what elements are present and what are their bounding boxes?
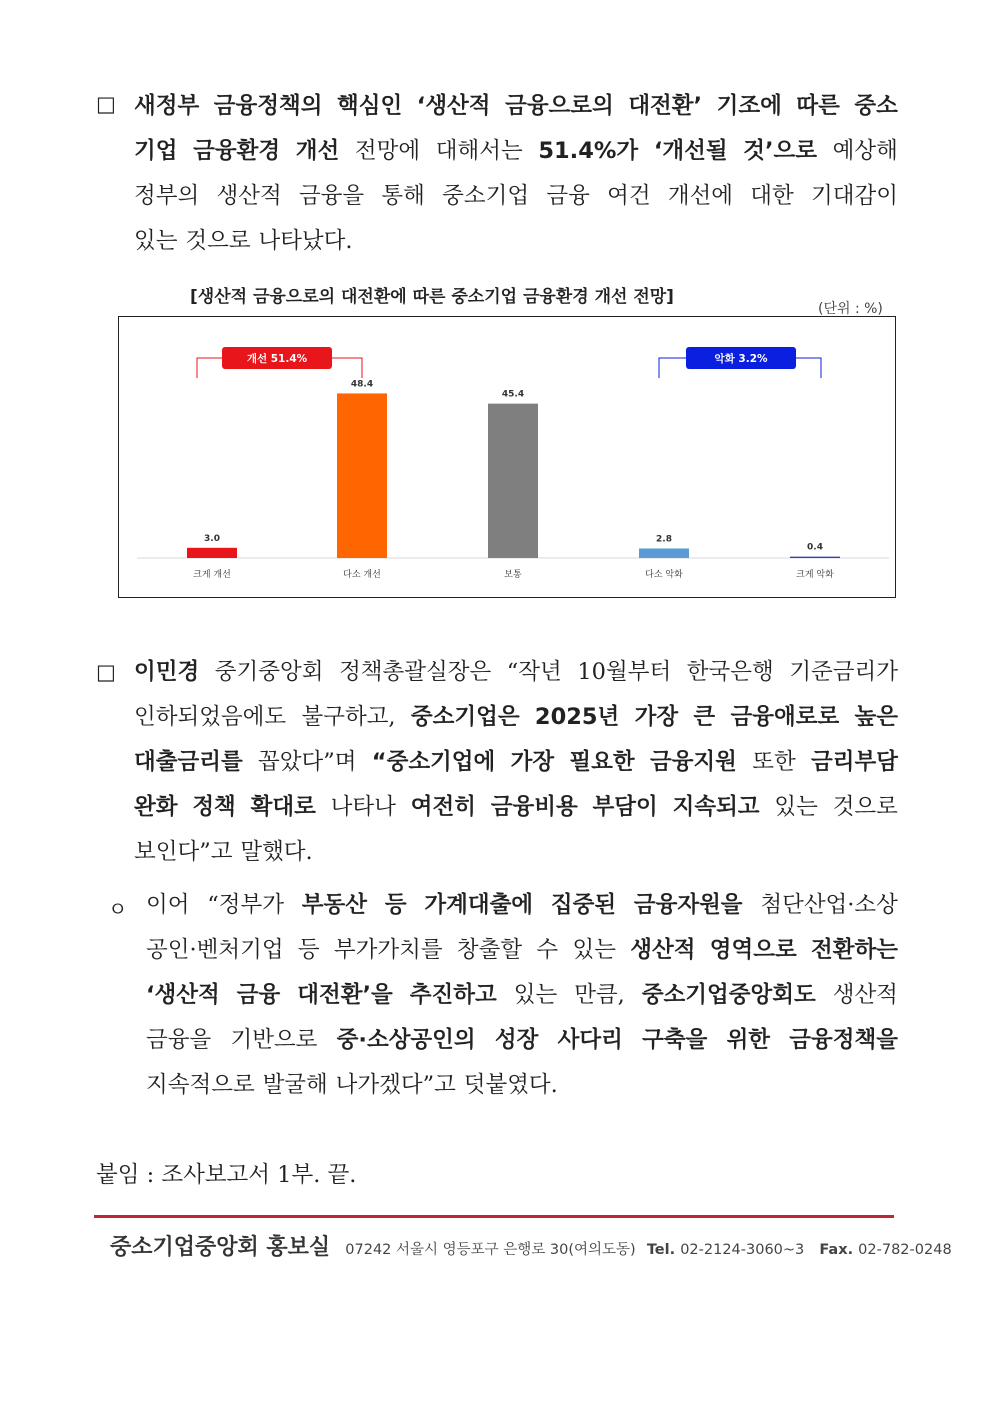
category-label: 크게 개선 [193,570,231,580]
p1-word: 것으로 [185,228,251,254]
p1-word: 금융환경 [193,138,281,164]
p3-word: 등 [297,937,320,963]
paragraph3-line2 [146,928,898,973]
p1-word: 있는 [134,228,178,254]
bar-5 [790,557,840,558]
p3-word: 금융정책을 [789,1027,898,1053]
p2-word: 2025년 [534,704,620,730]
p1-word: 51.4%가 [538,138,639,164]
p2-word: 것으로 [832,794,898,820]
p1-word: 금융을 [298,183,365,209]
paragraph2-bullet: □ [96,660,116,684]
p2-word: 가장 [634,704,679,730]
p1-word: 핵심인 [337,93,403,119]
footer-address: 07242 서울시 영등포구 은행로 30(여의도동) [345,1242,636,1258]
bar-chart-svg [119,317,895,597]
p2-word: 인하되었음에도 [134,704,287,730]
p3-word: 지속적으로 [146,1072,255,1098]
p3-word: ‘생산적 [146,982,220,1008]
group-badge-label: 개선 51.4% [246,353,308,365]
paragraph2-line5 [134,830,898,875]
p3-word: 중·소상공인의 [336,1027,476,1053]
p3-word: 나가겠다”고 [335,1072,456,1098]
p3-word: 있는 [572,937,616,963]
p2-word: 중소기업은 [410,704,520,730]
p3-word: 있는 [513,982,558,1008]
p2-word: 한국은행 [686,659,774,685]
p3-word: 사다리 [557,1027,623,1053]
p2-word: 대출금리를 [134,749,243,775]
paragraph3-bullet: ㅇ [108,897,128,921]
p3-word: 중소기업중앙회도 [641,982,816,1008]
p2-word: 불구하고, [301,704,396,730]
p2-word: 보인다”고 [134,839,233,865]
bar-value-label: 0.4 [807,542,823,553]
p1-word: 중소 [854,93,898,119]
p2-word: 이민경 [134,659,200,685]
p1-word: 금융정책의 [213,93,323,119]
p2-word: 완화 [134,794,178,820]
p2-word: 나타나 [330,794,396,820]
p3-word: “정부가 [207,892,284,918]
paragraph3-line5 [146,1063,898,1108]
p1-word: 통해 [381,183,425,209]
paragraph1 [134,84,898,264]
footer-tel: 02-2124-3060~3 [680,1242,805,1258]
p3-word: 추진하고 [409,982,497,1008]
p3-word: 대전환’을 [297,982,393,1008]
p1-word: 나타났다. [258,228,353,254]
paragraph1-line1 [134,84,898,129]
p1-word: 생산적 [216,183,282,209]
p1-word: 것’으로 [743,138,818,164]
p3-word: 생산적 [630,937,696,963]
p2-word: 큰 [693,704,716,730]
p3-word: 가계대출에 [424,892,534,918]
p1-word: 예상해 [832,138,898,164]
category-label: 크게 악화 [796,570,834,580]
p3-word: 영역으로 [709,937,797,963]
paragraph3-line1 [146,883,898,928]
p2-word: 금리부담 [811,749,898,775]
paragraph1-line3 [134,174,898,219]
p2-word: 높은 [854,704,898,730]
p3-word: 성장 [494,1027,539,1053]
p3-word: 등 [384,892,407,918]
paragraph1-bullet: □ [96,92,116,116]
category-label: 다소 개선 [343,570,381,580]
chart-unit: (단위 : %) [818,301,883,317]
p1-word: 금융으로의 [505,93,614,119]
p3-word: 생산적 [832,982,898,1008]
paragraph2-line2 [134,695,898,740]
p1-word: 기조에 [716,93,782,119]
category-label: 다소 악화 [645,570,683,580]
p3-word: 집중된 [550,892,617,918]
p3-word: 공인·벤처기업 [146,937,284,963]
p1-word: 개선 [295,138,340,164]
attachment-note: 붙임 : 조사보고서 1부. 끝. [96,1162,357,1188]
p2-word: 부담이 [592,794,658,820]
paragraph3-line4 [146,1018,898,1063]
p3-word: 만큼, [574,982,625,1008]
footer-org: 중소기업중앙회 홍보실 [110,1235,331,1260]
p1-word: 대해서는 [435,138,523,164]
paragraph2 [134,650,898,875]
bar-3 [488,404,538,558]
p1-word: 전망에 [354,138,421,164]
paragraph2-line1 [134,650,898,695]
footer-rule [94,1215,894,1218]
p3-word: 기반으로 [230,1027,318,1053]
p2-word: 가장 [510,749,555,775]
bar-chart [118,316,896,598]
p1-word: 기대감이 [811,183,898,209]
paragraph1-line2 [134,129,898,174]
p1-word: 새정부 [134,93,200,119]
p3-word: 수 [536,937,559,963]
p1-word: 기업 [134,138,178,164]
category-label: 보통 [504,570,522,580]
p2-word: 10월부터 [577,659,672,685]
footer [110,1230,952,1261]
p3-word: 창출할 [456,937,523,963]
bar-value-label: 3.0 [204,533,220,544]
footer-fax-label: Fax. [819,1242,854,1258]
p2-word: 정책 [192,794,236,820]
p2-word: 있는 [774,794,818,820]
footer-fax: 02-782-0248 [858,1242,952,1258]
p2-word: 지속되고 [672,794,760,820]
p3-word: 부가가치를 [333,937,443,963]
p3-word: 첨단산업·소상 [760,892,898,918]
p1-word: 대전환’ [628,93,703,119]
bar-value-label: 48.4 [350,379,374,390]
p2-word: 금융애로로 [730,704,840,730]
p2-word: “중소기업에 [371,749,496,775]
p3-word: 이어 [146,892,190,918]
p2-word: 기준금리가 [789,659,898,685]
p1-word: 중소기업 [442,183,530,209]
p2-word: 중기중앙회 [214,659,324,685]
p3-word: 금융 [236,982,281,1008]
paragraph2-line4 [134,785,898,830]
p2-word: 필요한 [569,749,635,775]
p1-word: 개선에 [667,183,734,209]
paragraph1-line4 [134,219,898,264]
p1-word: 여건 [607,183,651,209]
p2-word: 금융지원 [649,749,737,775]
p2-word: 말했다. [240,839,313,865]
chart-title: [생산적 금융으로의 대전환에 따른 중소기업 금융환경 개선 전망] [190,287,674,307]
p3-word: 금융을 [146,1027,212,1053]
group-badge-label: 악화 3.2% [714,353,768,365]
p3-word: 위한 [726,1027,771,1053]
bar-value-label: 45.4 [501,389,525,400]
p1-word: 대한 [750,183,794,209]
paragraph3 [146,883,898,1108]
p2-word: 확대로 [250,794,316,820]
p1-word: ‘개선될 [653,138,728,164]
p2-word: 꼽았다”며 [258,749,357,775]
p1-word: 금융 [546,183,590,209]
p3-word: 부동산 [301,892,368,918]
bar-1 [187,548,237,558]
p2-word: “작년 [506,659,562,685]
paragraph3-line3 [146,973,898,1018]
p3-word: 발굴해 [262,1072,328,1098]
p3-word: 금융자원을 [633,892,743,918]
p1-word: 정부의 [134,183,200,209]
p1-word: 따른 [796,93,840,119]
p2-word: 정책총괄실장은 [339,659,492,685]
bar-2 [337,393,387,558]
p3-word: 구축을 [642,1027,708,1053]
p2-word: 또한 [752,749,796,775]
p2-word: 금융비용 [490,794,578,820]
bar-value-label: 2.8 [656,534,672,545]
p3-word: 덧붙였다. [463,1072,558,1098]
bar-4 [639,548,689,558]
p2-word: 여전히 [410,794,476,820]
paragraph2-line3 [134,740,898,785]
p1-word: ‘생산적 [416,93,491,119]
p3-word: 전환하는 [811,937,898,963]
footer-tel-label: Tel. [646,1242,676,1258]
